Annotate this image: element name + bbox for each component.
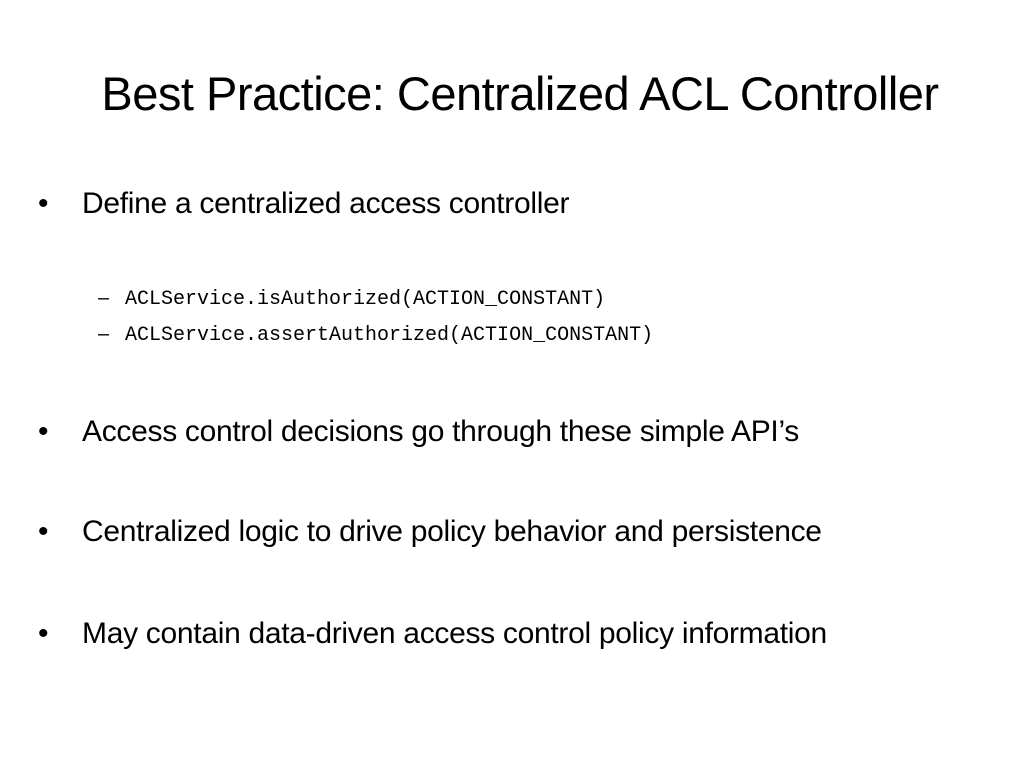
dash-icon: – — [98, 287, 110, 309]
bullet-text: May contain data-driven access control policy information — [82, 617, 827, 650]
bullet-dot-icon: • — [38, 617, 49, 650]
bullet-dot-icon: • — [38, 515, 49, 548]
sub-item — [98, 321, 653, 349]
bullet-dot-icon: • — [38, 415, 49, 448]
slide-title: Best Practice: Centralized ACL Controller — [101, 67, 939, 120]
sub-item-code: ACLService.assertAuthorized(ACTION_CONSTANT) — [125, 324, 654, 347]
bullet-text: Access control decisions go through these simple API’s — [82, 415, 799, 448]
bullet-dot-icon: • — [38, 187, 49, 220]
bullet-text: Centralized logic to drive policy behavior and persistence — [82, 515, 822, 548]
sub-item-code: ACLService.isAuthorized(ACTION_CONSTANT) — [125, 288, 606, 311]
bullet-text: Define a centralized access controller — [82, 187, 570, 220]
dash-icon: – — [98, 323, 110, 345]
bullet-item — [38, 613, 842, 654]
sub-item — [98, 285, 605, 313]
bullet-item — [38, 411, 982, 452]
bullet-item — [38, 511, 982, 552]
bullet-item — [38, 183, 982, 224]
